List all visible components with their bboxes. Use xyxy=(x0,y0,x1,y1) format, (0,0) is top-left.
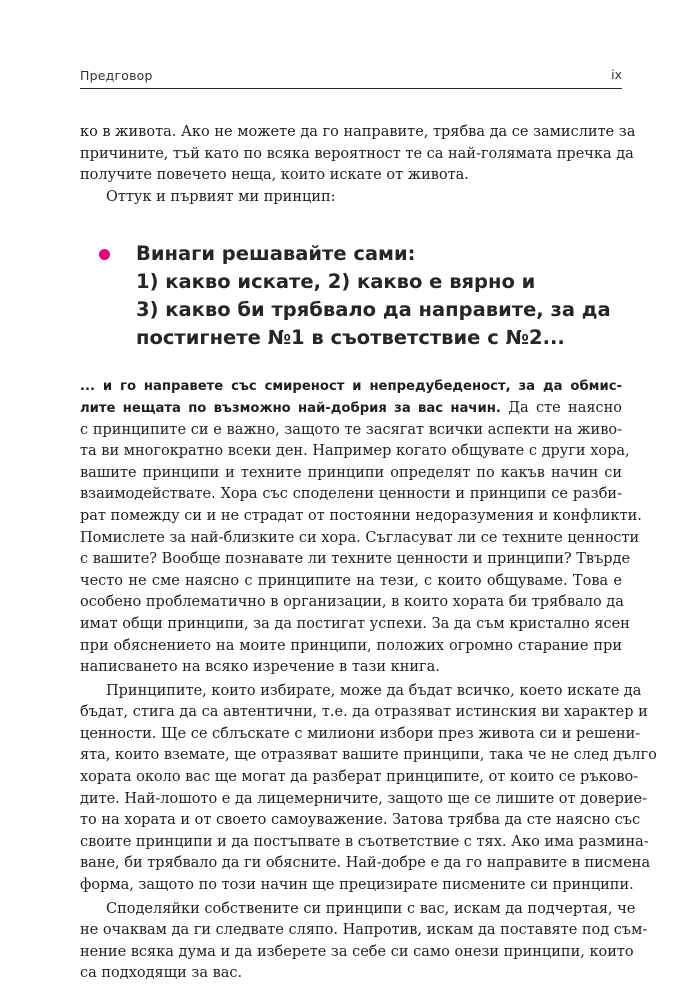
text-line: Помислете за най-близките си хора. Съгласуват ли се техните ценности xyxy=(80,529,640,546)
text-line: ценности. Ще се сблъскате с милиони избори през живота си и решени- xyxy=(80,725,641,742)
text-line: имат общи принципи, за да постигат успехи. За да съм кристално ясен xyxy=(80,615,630,632)
text-line: дите. Най-лошото е да лицемерничите, защото ще се лишите от доверие- xyxy=(80,790,648,807)
text-line: получите повечето неща, които искате от живота. xyxy=(80,167,469,184)
text-line: Принципите, които избирате, може да бъдат всичко, което искате да xyxy=(106,682,642,699)
page-body xyxy=(80,122,657,985)
running-header xyxy=(80,66,622,89)
text-fragment: Да сте наясно xyxy=(500,399,622,416)
text-line: особено проблематично в организации, в които хората би трябвало да xyxy=(80,594,624,611)
chapter-title: Предговор xyxy=(80,68,153,83)
text-line: взаимодействате. Хора със споделени ценности и принципи се разби- xyxy=(80,486,622,503)
principle-callout xyxy=(80,240,622,352)
text-line: рат помежду си и не страдат от постоянни недоразумения и конфликти. xyxy=(80,507,642,524)
text-line: вашите принципи и техните принципи определят по какъв начин си xyxy=(80,464,622,481)
principle-line: постигнете №1 в съответствие с №2... xyxy=(136,326,565,350)
paragraph-3 xyxy=(80,899,648,985)
mixed-line xyxy=(80,398,622,420)
page-number: ix xyxy=(611,67,622,82)
text-line: с принципите си е важно, защото те засягат всички аспекти на живо- xyxy=(80,421,622,438)
text-line: са подходящи за вас. xyxy=(80,965,243,982)
text-line: не очаквам да ги следвате сляпо. Напротив, искам да поставяте под съм- xyxy=(80,922,648,939)
text-line: нение всяка дума и да изберете за себе си само онези принципи, които xyxy=(80,943,634,960)
text-line: ване, би трябвало да ги обясните. Най-добре е да го направите в писмена xyxy=(80,855,651,872)
text-line: често не сме наясно с принципите на тези, с които общуваме. Това е xyxy=(80,572,622,589)
text-line: написването на всяко изречение в тази книга. xyxy=(80,659,440,676)
text-line: причините, тъй като по всяка вероятност те са най-голямата пречка да xyxy=(80,145,634,162)
text-line: хората около вас ще могат да разберат принципите, от които се ръково- xyxy=(80,769,639,786)
principle-line: 3) какво би трябвало да направите, за да xyxy=(136,298,611,322)
text-line: форма, защото по този начин ще прецизирате писмените си принципи. xyxy=(80,877,634,894)
text-line: Споделяйки собствените си принципи с вас, искам да подчертая, че xyxy=(106,900,636,917)
text-line: при обяснението на моите принципи, положих огромно старание при xyxy=(80,637,622,654)
bullet-dot-icon xyxy=(99,249,110,260)
text-line: то на хората и от своето самоуважение. Затова трябва да сте наясно със xyxy=(80,812,641,829)
bold-line: ... и го направете със смиреност и непредубеденост, за да обмис- xyxy=(80,379,622,395)
principle-line: Винаги решавайте сами: xyxy=(136,242,416,266)
paragraph-1 xyxy=(80,376,642,678)
text-line: та ви многократно всеки ден. Например когато общувате с други хора, xyxy=(80,443,630,460)
intro-paragraph xyxy=(80,122,636,187)
paragraph-2 xyxy=(80,681,657,897)
principle-line: 1) какво искате, 2) какво е вярно и xyxy=(136,270,536,294)
text-line: с вашите? Вообще познавате ли техните ценности и принципи? Твърде xyxy=(80,551,631,568)
lead-line: Оттук и първият ми принцип: xyxy=(106,188,336,205)
text-line: своите принципи и да постъпвате в съответствие с тях. Ако има разминa- xyxy=(80,833,649,850)
text-line: ко в живота. Ако не можете да го направите, трябва да се замислите за xyxy=(80,124,636,140)
text-line: ята, които вземате, ще отразяват вашите принципи, така че не след дълго xyxy=(80,747,657,764)
bold-fragment: лите нещата по възможно най-добрия за вас начин. xyxy=(80,400,501,416)
text-line: бъдат, стига да са автентични, т.е. да отразяват истинския ви характер и xyxy=(80,704,648,721)
